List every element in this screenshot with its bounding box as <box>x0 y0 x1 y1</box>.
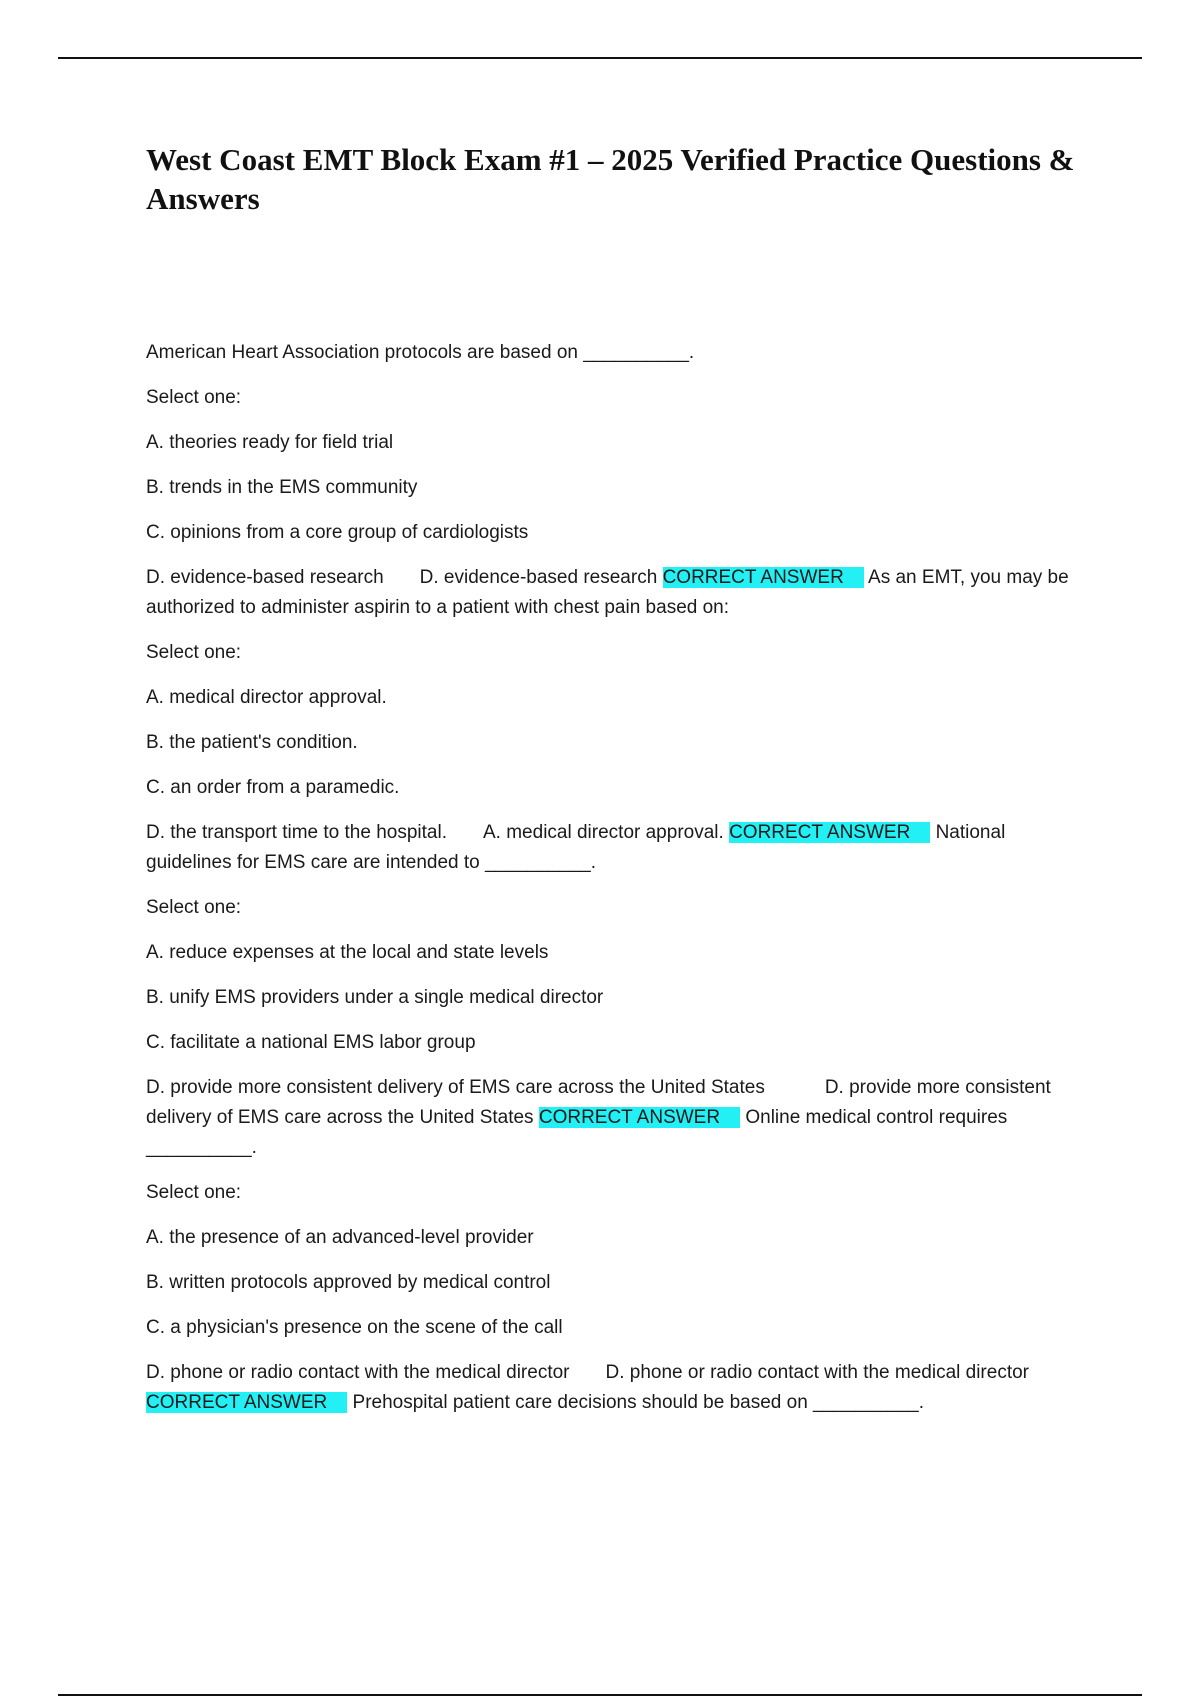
question-4-text: Online medical control requires __________. <box>146 1107 1008 1158</box>
question-1-text: American Heart Association protocols are based on __________. <box>146 342 695 363</box>
question-list <box>146 338 1096 1418</box>
q4-option-d-answer-q5 <box>146 1358 1096 1418</box>
correct-answer-highlight: CORRECT ANSWER <box>146 1392 347 1413</box>
q2-option-a: A. medical director approval. <box>146 687 387 708</box>
select-one-label: Select one: <box>146 897 242 918</box>
q1-answer: D. evidence-based research <box>419 567 658 588</box>
q2-option-d-answer-q3 <box>146 818 1096 878</box>
q4-option-c: C. a physician's presence on the scene of the call <box>146 1317 563 1338</box>
q2-option-d: D. the transport time to the hospital. <box>146 822 447 843</box>
question-5-text: Prehospital patient care decisions should be based on __________. <box>352 1392 924 1413</box>
q3-option-a: A. reduce expenses at the local and state levels <box>146 942 549 963</box>
q4-option-a: A. the presence of an advanced-level provider <box>146 1227 534 1248</box>
q4-answer: D. phone or radio contact with the medical director <box>605 1362 1029 1383</box>
q1-option-a: A. theories ready for field trial <box>146 432 394 453</box>
document-title: West Coast EMT Block Exam #1 – 2025 Verified Practice Questions & Answers <box>146 142 1075 216</box>
q4-option-d: D. phone or radio contact with the medical director <box>146 1362 570 1383</box>
q3-answer: D. provide more consistent delivery of EMS care across the United States <box>146 1077 1051 1128</box>
document-body <box>146 140 1096 1433</box>
q2-option-c: C. an order from a paramedic. <box>146 777 400 798</box>
select-one-label: Select one: <box>146 1182 242 1203</box>
q1-option-c: C. opinions from a core group of cardiologists <box>146 522 529 543</box>
q1-option-d: D. evidence-based research <box>146 567 384 588</box>
question-2-text: As an EMT, you may be authorized to administer aspirin to a patient with chest pain based on: <box>146 567 1069 618</box>
q3-option-d-answer-q4 <box>146 1073 1096 1163</box>
question-3-text: National guidelines for EMS care are intended to __________. <box>146 822 1006 873</box>
select-one-label: Select one: <box>146 642 242 663</box>
select-one-label: Select one: <box>146 387 242 408</box>
header-rule <box>58 57 1142 59</box>
q3-option-c: C. facilitate a national EMS labor group <box>146 1032 476 1053</box>
q3-option-b: B. unify EMS providers under a single medical director <box>146 987 604 1008</box>
correct-answer-highlight: CORRECT ANSWER <box>663 567 864 588</box>
q4-option-b: B. written protocols approved by medical control <box>146 1272 551 1293</box>
q2-answer: A. medical director approval. <box>483 822 724 843</box>
q1-option-b: B. trends in the EMS community <box>146 477 418 498</box>
correct-answer-highlight: CORRECT ANSWER <box>729 822 930 843</box>
footer-rule <box>58 1694 1142 1696</box>
correct-answer-highlight: CORRECT ANSWER <box>539 1107 740 1128</box>
q3-option-d: D. provide more consistent delivery of EMS care across the United States <box>146 1077 765 1098</box>
q1-option-d-answer-q2 <box>146 563 1096 623</box>
q2-option-b: B. the patient's condition. <box>146 732 358 753</box>
